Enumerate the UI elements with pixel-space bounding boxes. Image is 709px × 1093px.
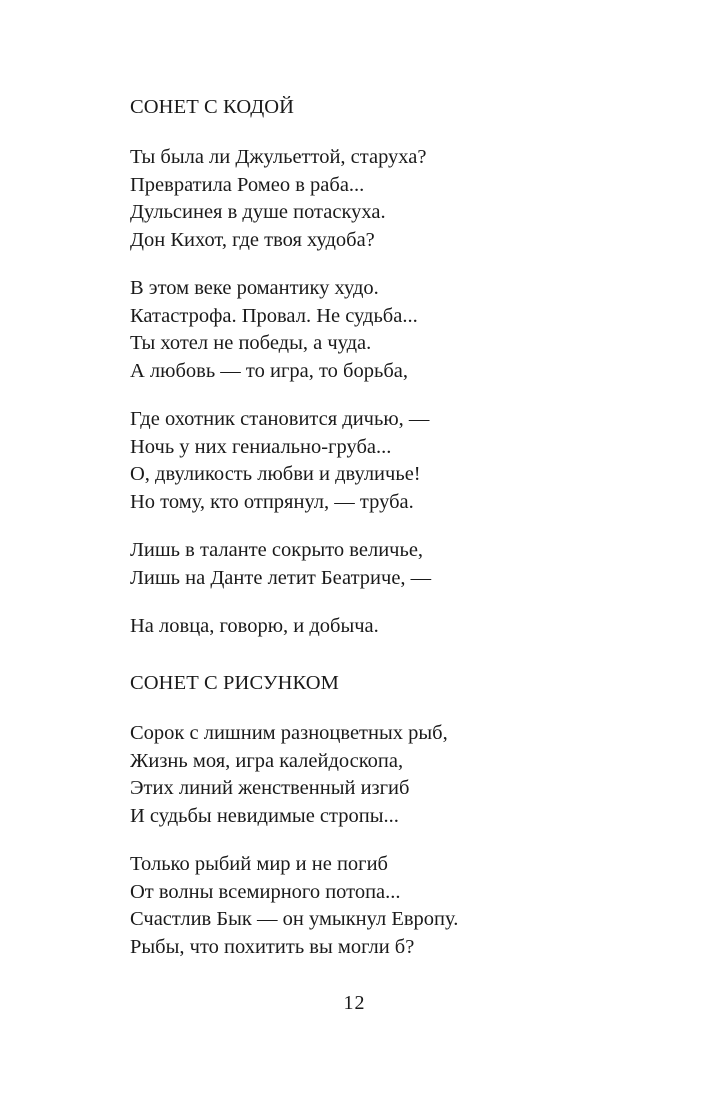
poem-sonnet-with-drawing	[130, 669, 650, 982]
poem-title: СОНЕТ С КОДОЙ	[130, 96, 295, 118]
verse-line: Дон Кихот, где твоя худоба?	[130, 228, 375, 251]
stanza	[130, 144, 650, 254]
verse-line: Рыбы, что похитить вы могли б?	[130, 935, 415, 958]
verse-line: Но тому, кто отпрянул, — труба.	[130, 490, 414, 513]
verse-line: Ночь у них гениально-груба...	[130, 435, 392, 458]
stanza	[130, 613, 650, 641]
stanza	[130, 851, 650, 961]
verse-line: Катастрофа. Провал. Не судьба...	[130, 304, 418, 327]
stanza	[130, 537, 650, 592]
stanza	[130, 720, 650, 830]
verse-line: В этом веке романтику худо.	[130, 277, 379, 299]
stanza	[130, 406, 650, 516]
poem-body	[130, 144, 650, 641]
verse-line: Этих линий женственный изгиб	[130, 777, 410, 799]
verse-line: Сорок с лишним разноцветных рыб,	[130, 722, 448, 744]
verse-line: На ловца, говорю, и добыча.	[130, 615, 379, 637]
verse-line: Только рыбий мир и не погиб	[130, 853, 388, 875]
verse-line: А любовь — то игра, то борьба,	[130, 359, 408, 382]
poem-body	[130, 720, 650, 961]
verse-line: Счастлив Бык — он умыкнул Европу.	[130, 908, 459, 930]
stanza	[130, 275, 650, 385]
verse-line: Ты была ли Джульеттой, старуха?	[130, 146, 427, 168]
verse-line: Превратила Ромео в раба...	[130, 173, 365, 196]
verse-line: Лишь в таланте сокрыто величье,	[130, 539, 424, 561]
verse-line: Где охотник становится дичью, —	[130, 408, 430, 430]
verse-line: Жизнь моя, игра калейдоскопа,	[130, 749, 404, 772]
verse-line: Лишь на Данте летит Беатриче, —	[130, 566, 432, 589]
poem-title: СОНЕТ С РИСУНКОМ	[130, 672, 339, 694]
verse-line: О, двуликость любви и двуличье!	[130, 463, 421, 485]
poem-sonnet-with-coda	[130, 93, 650, 662]
verse-line: От волны всемирного потопа...	[130, 880, 401, 903]
verse-line: Ты хотел не победы, а чуда.	[130, 332, 372, 354]
verse-line: И судьбы невидимые стропы...	[130, 804, 399, 827]
verse-line: Дульсинея в душе потаскуха.	[130, 201, 386, 223]
page-number: 12	[343, 992, 366, 1014]
